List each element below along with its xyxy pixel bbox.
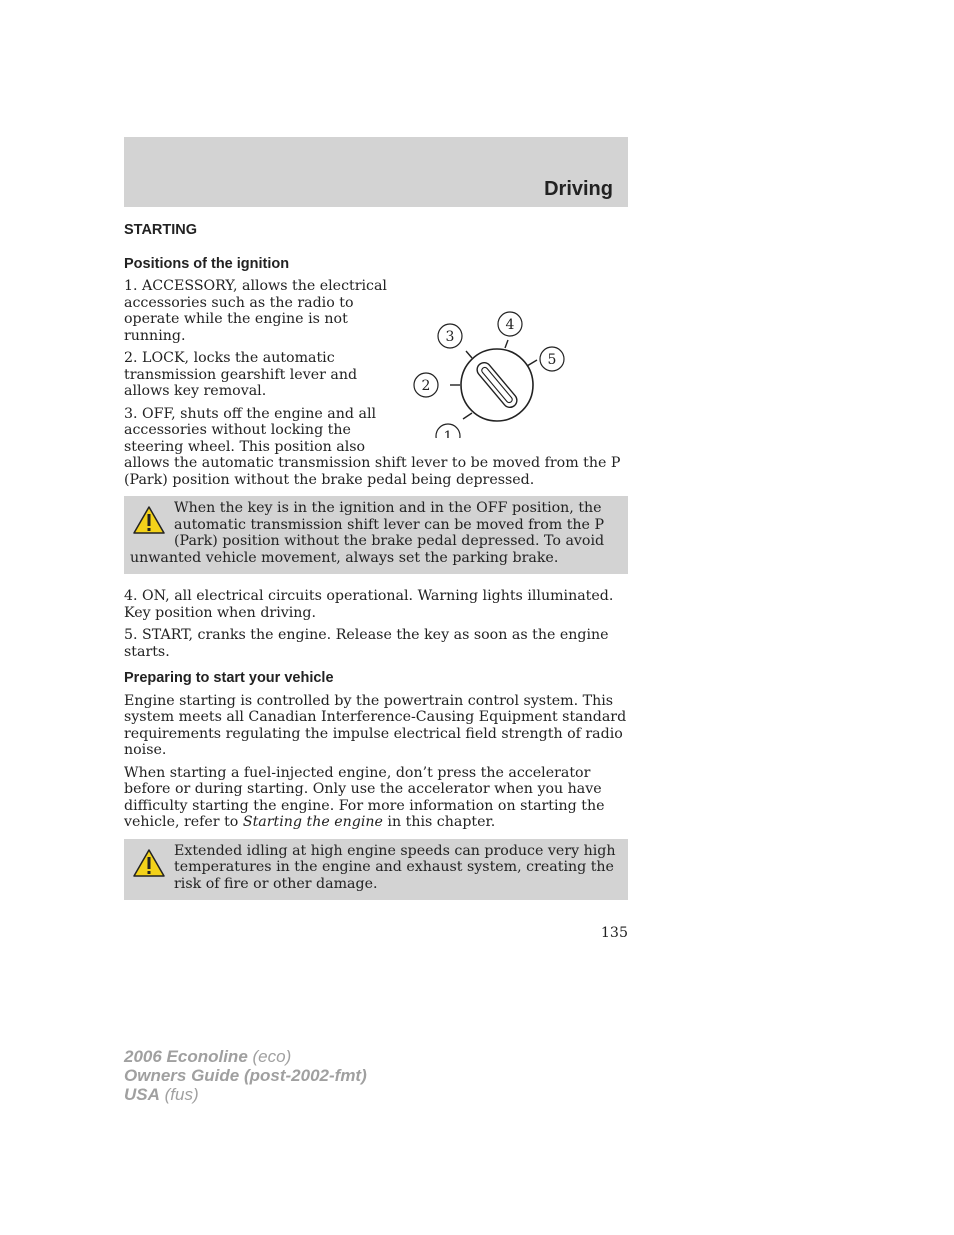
header-bar — [124, 137, 628, 207]
ignition-diagram — [408, 278, 628, 438]
tick-1 — [463, 413, 472, 419]
ignition-item-1: 1. ACCESSORY, allows the electrical accessories such as the radio to operate while the engine is not running. — [124, 278, 387, 344]
ignition-item-3: 3. OFF, shuts off the engine and all accessories without locking the steering wheel. This position also allows the automatic transmission shift lever to be moved from the P (Park) position without the brake pedal being depressed. — [124, 405, 621, 488]
callout-1-label: 1 — [443, 429, 453, 438]
tick-5 — [527, 360, 537, 366]
footer — [124, 1047, 367, 1104]
footer-line-3: USA (fus) — [124, 1085, 199, 1104]
warning-box-off-position — [124, 496, 628, 574]
preparing-paragraph-2: When starting a fuel-injected engine, don’t press the accelerator before or during starting. Only use the accelerator when you have difficulty starting the engine. For more information on starting the vehicle, refer to Starting the engine in this chapter. — [124, 764, 605, 830]
warning-triangle-icon — [132, 848, 166, 878]
callout-2-label: 2 — [421, 378, 431, 394]
ignition-item-5: 5. START, cranks the engine. Release the key as soon as the engine starts. — [124, 627, 609, 660]
chapter-title: Driving — [544, 178, 613, 200]
callout-3-label: 3 — [445, 329, 455, 345]
tick-4 — [505, 340, 508, 348]
footer-line-2: Owners Guide (post-2002-fmt) — [124, 1066, 367, 1085]
warning-text-off-position: When the key is in the ignition and in the OFF position, the automatic transmission shift lever can be moved from the P (Park) position without the brake pedal depressed. To avoid unwanted vehicle movement, always set the parking brake. — [130, 500, 605, 566]
footer-line-1: 2006 Econoline (eco) — [124, 1047, 292, 1066]
page-number: 135 — [600, 925, 628, 941]
preparing-paragraph-1: Engine starting is controlled by the powertrain control system. This system meets all Canadian Interference-Causing Equipment standard requirements regulating the impulse electrical field strength of radio noise. — [124, 692, 627, 758]
tick-3 — [466, 351, 472, 358]
ignition-item-4: 4. ON, all electrical circuits operational. Warning lights illuminated. Key position when driving. — [124, 588, 614, 621]
subsection-title-ignition: Positions of the ignition — [124, 255, 290, 272]
subsection-title-preparing: Preparing to start your vehicle — [124, 670, 334, 686]
section-title: STARTING — [124, 222, 198, 238]
ignition-item-2: 2. LOCK, locks the automatic transmission gearshift lever and allows key removal. — [124, 350, 358, 399]
cross-reference-starting-the-engine: Starting the engine — [242, 814, 383, 830]
callout-4-label: 4 — [505, 317, 515, 333]
ignition-switch-illustration — [408, 278, 628, 438]
warning-box-idling — [124, 839, 628, 901]
warning-triangle-icon — [132, 505, 166, 535]
page-content — [124, 220, 628, 914]
callout-5-label: 5 — [547, 352, 557, 368]
warning-text-idling: Extended idling at high engine speeds can produce very high temperatures in the engine and exhaust system, creating the risk of fire or other damage. — [174, 842, 616, 892]
